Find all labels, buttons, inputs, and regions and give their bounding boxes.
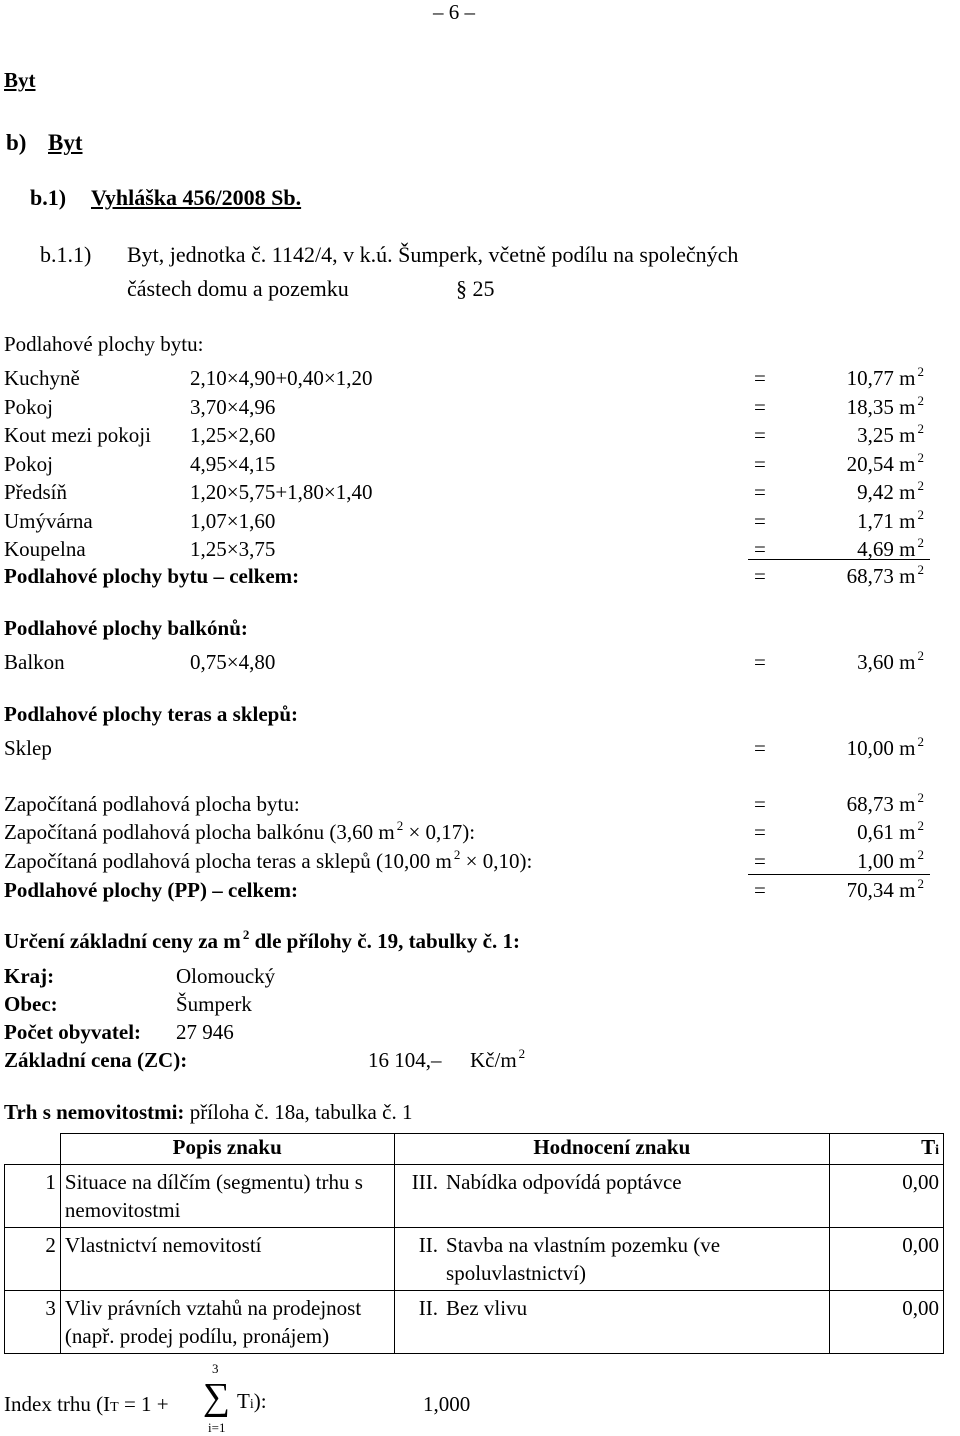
row-number: 1 [5, 1165, 61, 1228]
sum-rule [748, 874, 930, 875]
population-value: 27 946 [176, 1020, 234, 1044]
cellar-title: Podlahové plochy teras a sklepů: [4, 702, 299, 726]
row-roman: III. [394, 1165, 440, 1228]
room-area-value: 18,35 m $^2$ [846, 393, 924, 419]
counted-row-3-eq: = [754, 849, 766, 873]
counted-total-value: 70,34 m $^2$ [846, 876, 924, 902]
room-eq: = [754, 509, 766, 533]
paragraph-reference: § 25 [456, 276, 495, 301]
room-eq: = [754, 537, 766, 561]
floor-areas-title: Podlahové plochy bytu: [4, 332, 204, 356]
room-formula: 4,95×4,15 [190, 452, 276, 476]
section-b-label: b) [6, 130, 27, 155]
room-formula: 1,25×3,75 [190, 537, 276, 561]
header-index [5, 1134, 61, 1165]
base-price-unit: Kč/m $^2$ [470, 1046, 526, 1072]
market-title: Trh s nemovitostmi: příloha č. 18a, tabulka č. 1 [4, 1100, 413, 1124]
room-formula: 1,07×1,60 [190, 509, 276, 533]
room-name: Kout mezi pokoji [4, 423, 151, 447]
room-name: Koupelna [4, 537, 86, 561]
balcony-name: Balkon [4, 650, 65, 674]
room-formula: 1,20×5,75+1,80×1,40 [190, 480, 373, 504]
balcony-title: Podlahové plochy balkónů: [4, 616, 248, 640]
sum-upper-limit: 3 [212, 1361, 219, 1376]
kraj-value: Olomoucký [176, 964, 276, 988]
room-name: Pokoj [4, 395, 54, 419]
header-popis: Popis znaku [60, 1134, 394, 1165]
index-label: Index trhu (IT = 1 + [4, 1392, 169, 1416]
row-t-value: 0,00 [830, 1291, 944, 1354]
cellar-eq: = [754, 736, 766, 760]
row-popis: Vlastnictví nemovitostí [60, 1228, 394, 1291]
counted-row-1-label: Započítaná podlahová plocha bytu: [4, 792, 300, 816]
market-table [4, 1133, 944, 1354]
table-row [5, 1165, 944, 1228]
cellar-name: Sklep [4, 736, 52, 760]
room-area-value: 1,71 m $^2$ [857, 507, 924, 533]
floor-total-eq: = [754, 564, 766, 588]
balcony-eq: = [754, 650, 766, 674]
room-area-value: 20,54 m $^2$ [846, 450, 924, 476]
page-number: – 6 – [433, 0, 475, 24]
room-area-value: 10,77 m $^2$ [846, 364, 924, 390]
kraj-label: Kraj: [4, 964, 55, 988]
base-price-title: Určení základní ceny za m $^2$ dle přílohy č. 19, tabulky č. 1: [4, 927, 520, 953]
table-row [5, 1228, 944, 1291]
room-area-value: 3,25 m $^2$ [857, 421, 924, 447]
sum-term: Ti): [237, 1389, 267, 1413]
room-eq: = [754, 395, 766, 419]
counted-row-2-value: 0,61 m $^2$ [857, 818, 924, 844]
room-area-value: 4,69 m $^2$ [857, 535, 924, 561]
section-b11-line2: částech domu a pozemku [127, 276, 349, 301]
room-name: Kuchyně [4, 366, 80, 390]
row-popis: Vliv právních vztahů na prodejnost (např. prodej podílu, pronájem) [60, 1291, 394, 1354]
counted-row-3-value: 1,00 m $^2$ [857, 847, 924, 873]
cellar-value: 10,00 m $^2$ [846, 734, 924, 760]
section-b1-title: Vyhláška 456/2008 Sb. [91, 185, 302, 210]
room-formula: 3,70×4,96 [190, 395, 276, 419]
row-number: 3 [5, 1291, 61, 1354]
row-hodnoceni: Stavba na vlastním pozemku (ve spoluvlastnictví) [440, 1228, 830, 1291]
row-popis: Situace na dílčím (segmentu) trhu s nemovitostmi [60, 1165, 394, 1228]
balcony-formula: 0,75×4,80 [190, 650, 276, 674]
room-area-value: 9,42 m $^2$ [857, 478, 924, 504]
header-hodnoceni: Hodnocení znaku [394, 1134, 830, 1165]
row-hodnoceni: Bez vlivu [440, 1291, 830, 1354]
floor-total-label: Podlahové plochy bytu – celkem: [4, 564, 300, 588]
counted-row-1-eq: = [754, 792, 766, 816]
row-number: 2 [5, 1228, 61, 1291]
sum-lower-limit: i=1 [208, 1420, 226, 1435]
room-name: Pokoj [4, 452, 54, 476]
population-label: Počet obyvatel: [4, 1020, 142, 1044]
index-value: 1,000 [423, 1392, 471, 1416]
floor-total-value: 68,73 m $^2$ [846, 562, 924, 588]
section-b-title: Byt [48, 130, 83, 155]
base-price-label: Základní cena (ZC): [4, 1048, 188, 1072]
counted-row-2-eq: = [754, 820, 766, 844]
heading-byt: Byt [4, 68, 36, 92]
counted-total-label: Podlahové plochy (PP) – celkem: [4, 878, 298, 902]
section-b11-label: b.1.1) [40, 242, 92, 267]
row-roman: II. [394, 1228, 440, 1291]
section-b1-label: b.1) [30, 185, 67, 210]
header-t: Ti [830, 1134, 944, 1165]
counted-row-1-value: 68,73 m $^2$ [846, 790, 924, 816]
base-price-value: 16 104,– [368, 1048, 442, 1072]
market-table-header [5, 1134, 944, 1165]
sum-icon: ∑ [203, 1376, 231, 1418]
row-t-value: 0,00 [830, 1228, 944, 1291]
room-formula: 2,10×4,90+0,40×1,20 [190, 366, 373, 390]
table-row [5, 1291, 944, 1354]
room-eq: = [754, 452, 766, 476]
room-eq: = [754, 366, 766, 390]
section-b11-line1: Byt, jednotka č. 1142/4, v k.ú. Šumperk, včetně podílu na společných [127, 242, 739, 267]
room-name: Předsíň [4, 480, 67, 504]
counted-row-2-label: Započítaná podlahová plocha balkónu (3,60 m $^2$ × 0,17): [4, 818, 476, 844]
obec-label: Obec: [4, 992, 58, 1016]
room-eq: = [754, 480, 766, 504]
balcony-value: 3,60 m $^2$ [857, 648, 924, 674]
room-eq: = [754, 423, 766, 447]
row-t-value: 0,00 [830, 1165, 944, 1228]
counted-total-eq: = [754, 878, 766, 902]
row-hodnoceni: Nabídka odpovídá poptávce [440, 1165, 830, 1228]
sum-rule [748, 559, 930, 560]
obec-value: Šumperk [176, 992, 252, 1016]
row-roman: II. [394, 1291, 440, 1354]
room-name: Umývárna [4, 509, 93, 533]
room-formula: 1,25×2,60 [190, 423, 276, 447]
counted-row-3-label: Započítaná podlahová plocha teras a sklepů (10,00 m $^2$ × 0,10): [4, 847, 533, 873]
